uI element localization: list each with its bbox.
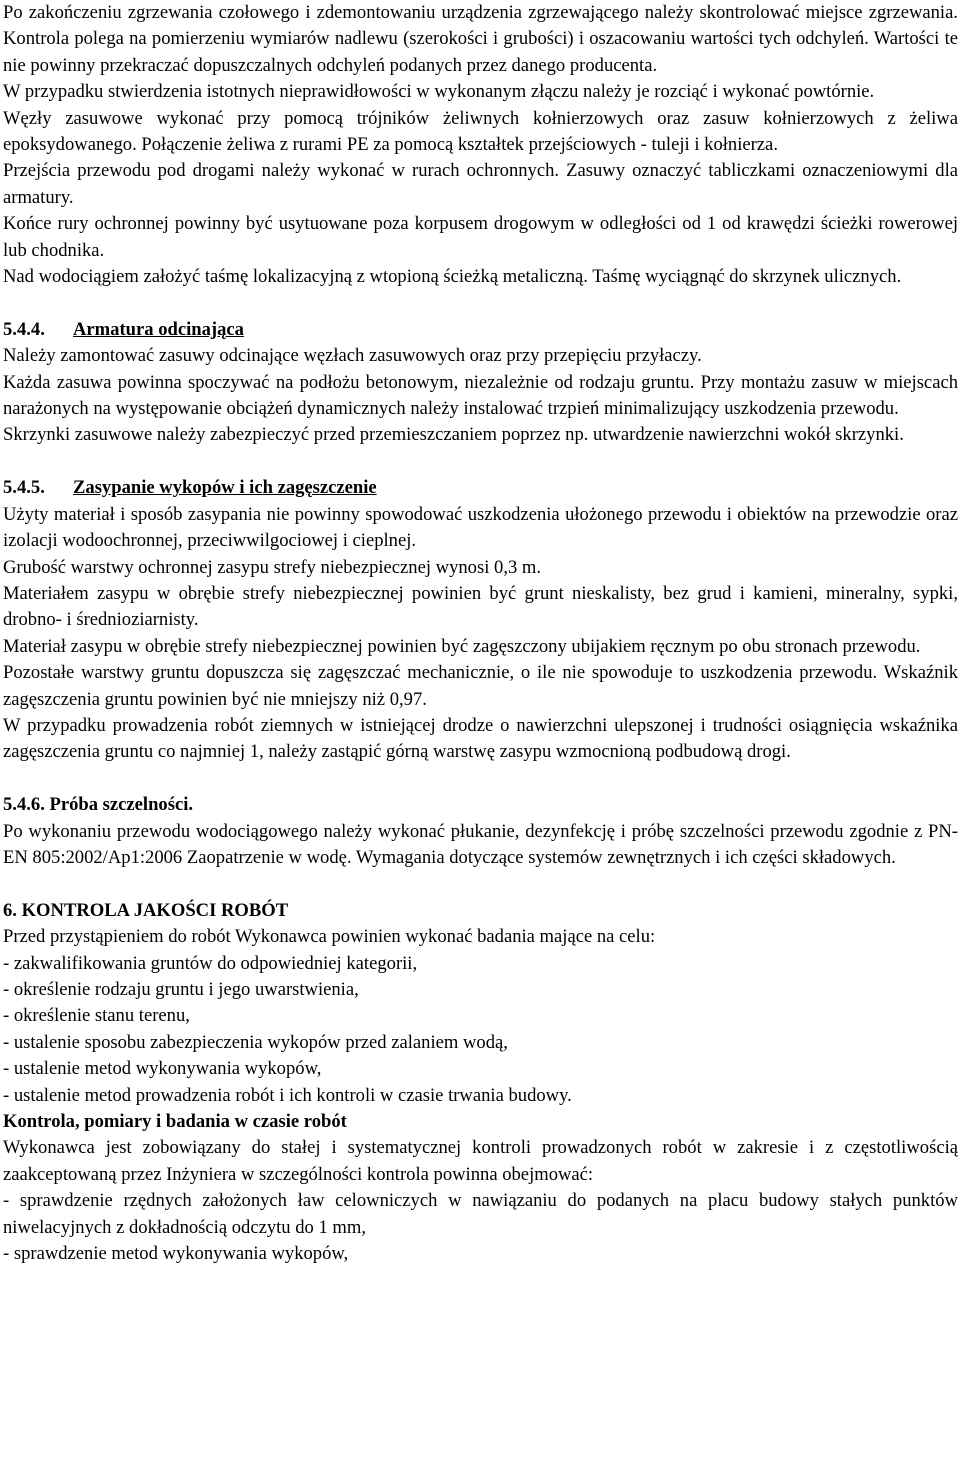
section-heading-5-4-4 <box>3 317 958 343</box>
paragraph-leak-test: Po wykonaniu przewodu wodociągowego należy wykonać płukanie, dezynfekcję i próbę szczelności przewodu zgodnie z PN-EN 805:2002/Ap1:2006 Zaopatrzenie w wodę. Wymagania dotyczące systemów zewnętrznych i ich części składowych. <box>3 820 958 868</box>
subsection-heading-controls: Kontrola, pomiary i badania w czasie robót <box>3 1111 347 1132</box>
list-item: - sprawdzenie metod wykonywania wykopów, <box>3 1243 349 1265</box>
section-number: 5.4.5. <box>3 477 45 499</box>
paragraph-locator-tape: Nad wodociągiem założyć taśmę lokalizacyjną z wtopioną ścieżką metaliczną. Taśmę wyciągnąć do skrzynek ulicznych. <box>3 266 902 288</box>
section-title: Zasypanie wykopów i ich zagęszczenie <box>73 477 377 499</box>
paragraph-protective-layer: Grubość warstwy ochronnej zasypu strefy niebezpiecznej wynosi 0,3 m. <box>3 556 542 578</box>
section-heading-5-4-5 <box>3 475 958 501</box>
section-title: Armatura odcinająca <box>73 318 244 340</box>
paragraph-protective-pipe-ends: Końce rury ochronnej powinny być usytuowane poza korpusem drogowym w odległości od 1 od krawędzi ścieżki rowerowej lub chodnika. <box>3 213 958 261</box>
paragraph-mechanical-compaction: Pozostałe warstwy gruntu dopuszcza się zagęszczać mechanicznie, o ile nie spowoduje to uszkodzenia przewodu. Wskaźnik zagęszczenia gruntu powinien być nie mniejszy niż 0,97. <box>3 662 958 710</box>
paragraph-shutoff-valves: Należy zamontować zasuwy odcinające węzłach zasuwowych oraz przy przepięciu przyłaczy. <box>3 345 702 367</box>
paragraph-weld-inspection: Po zakończeniu zgrzewania czołowego i zdemontowaniu urządzenia zgrzewającego należy skontrolować miejsce zgrzewania. Kontrola polega na pomierzeniu wymiarów nadlewu (szerokości i grubości) i oszacowaniu wartości tych odchyleń. Wartości te nie powinny przekraczać dopuszczalnych odchyleń podanych przez danego producenta. <box>3 2 958 76</box>
paragraph-road-crossings: Przejścia przewodu pod drogami należy wykonać w rurach ochronnych. Zasuwy oznaczyć tabliczkami oznaczeniowymi dla armatury. <box>3 160 958 208</box>
paragraph-weld-defects: W przypadku stwierdzenia istotnych nieprawidłowości w wykonanym złączu należy je rozciąć i wykonać powtórnie. <box>3 81 875 103</box>
paragraph-valve-foundation: Każda zasuwa powinna spoczywać na podłożu betonowym, niezależnie od rodzaju gruntu. Przy montażu zasuw w miejscach narażonych na występowanie obciążeń dynamicznych należy instalować trzpień minimalizujący uszkodzenia przewodu. <box>3 371 958 420</box>
list-item: - sprawdzenie rzędnych założonych ław celowniczych w nawiązaniu do podanych na placu budowy stałych punktów niwelacyjnych z dokładnością odczytu do 1 mm, <box>3 1190 958 1238</box>
paragraph-danger-zone-material: Materiałem zasypu w obrębie strefy niebezpiecznej powinien być grunt nieskalisty, bez grud i kamieni, mineralny, sypki, drobno- i średnioziarnisty. <box>3 582 958 631</box>
paragraph-danger-zone-compaction: Materiał zasypu w obrębie strefy niebezpiecznej powinien być zagęszczony ubijakiem ręcznym po obu stronach przewodu. <box>3 635 921 657</box>
list-item: - ustalenie sposobu zabezpieczenia wykopów przed zalaniem wodą, <box>3 1031 508 1053</box>
paragraph-quality-intro: Przed przystąpieniem do robót Wykonawca powinien wykonać badania mające na celu: <box>3 926 656 948</box>
spacer <box>3 766 958 792</box>
paragraph-backfill-material: Użyty materiał i sposób zasypania nie powinny spowodować uszkodzenia ułożonego przewodu i obiektów na przewodzie oraz izolacji wodoochronnej, przeciwwilgociowej i cieplnej. <box>3 503 958 552</box>
spacer <box>3 290 958 316</box>
paragraph-valve-boxes: Skrzynki zasuwowe należy zabezpieczyć przed przemieszczaniem poprzez np. utwardzenie nawierzchni wokół skrzynki. <box>3 424 904 446</box>
list-item: - ustalenie metod wykonywania wykopów, <box>3 1058 322 1080</box>
list-item: - ustalenie metod prowadzenia robót i ich kontroli w czasie trwania budowy. <box>3 1084 572 1106</box>
section-number: 5.4.4. <box>3 318 45 340</box>
paragraph-road-works: W przypadku prowadzenia robót ziemnych w istniejącej drodze o nawierzchni ulepszonej i trudności osiągnięcia wskaźnika zagęszczenia gruntu co najmniej 1, należy zastąpić górną warstwę zasypu wzmocnioną podbudową drogi. <box>3 714 958 763</box>
spacer <box>3 449 958 475</box>
paragraph-valve-nodes: Węzły zasuwowe wykonać przy pomocą trójników żeliwnych kołnierzowych oraz zasuw kołnierzowych z żeliwa epoksydowanego. Połączenie żeliwa z rurami PE za pomocą kształtek przejściowych - tuleji i kołnierza. <box>3 107 958 156</box>
paragraph-controls-intro: Wykonawca jest zobowiązany do stałej i systematycznej kontroli prowadzonych robót w zakresie i z częstotliwością zaakceptowaną przez Inżyniera w szczególności kontrola powinna obejmować: <box>3 1137 958 1185</box>
section-heading-5-4-6: 5.4.6. Próba szczelności. <box>3 794 194 816</box>
list-item: - określenie rodzaju gruntu i jego uwarstwienia, <box>3 978 359 1000</box>
list-item: - zakwalifikowania gruntów do odpowiedniej kategorii, <box>3 952 418 974</box>
document-page <box>3 0 958 1267</box>
spacer <box>3 871 958 897</box>
section-heading-6: 6. KONTROLA JAKOŚCI ROBÓT <box>3 899 289 921</box>
list-item: - określenie stanu terenu, <box>3 1005 190 1027</box>
